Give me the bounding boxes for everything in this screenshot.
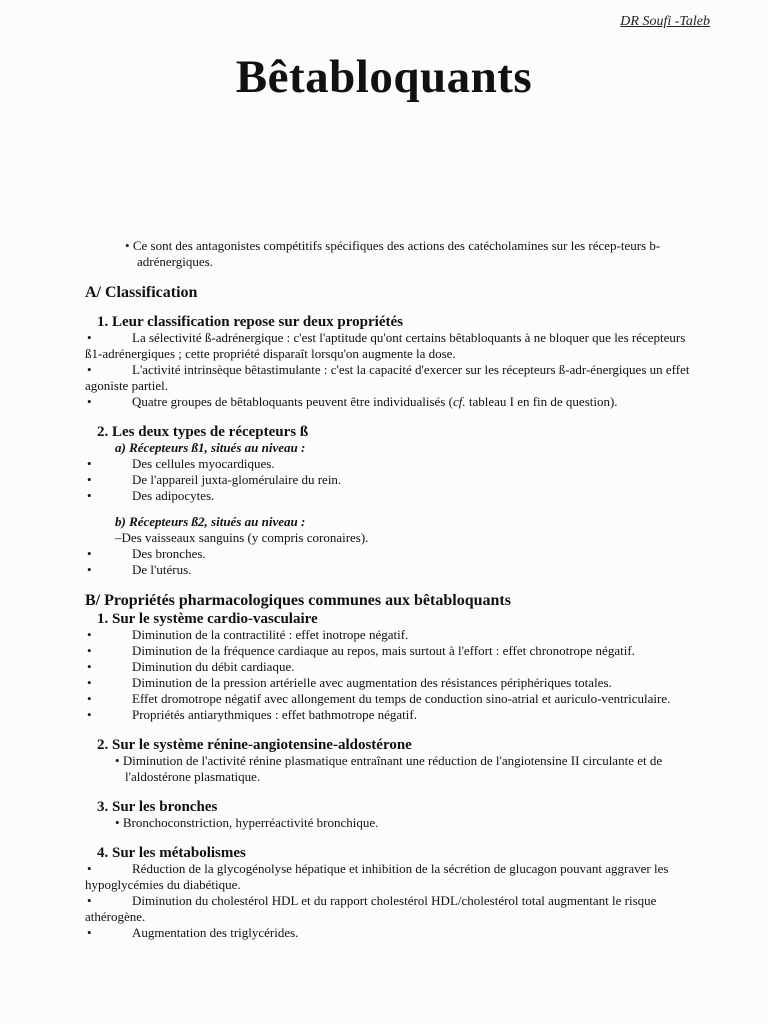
section-b-heading: B/ Propriétés pharmacologiques communes aux bêtabloquants (85, 592, 511, 609)
section-a2-heading: 2. Les deux types de récepteurs ß (97, 424, 309, 440)
list-item: • Des adipocytes. (85, 488, 705, 504)
item-text: Diminution de l'activité rénine plasmatique entraînant une réduction de l'angiotensine II circulante et de l'aldostérone plasmatique. (122, 753, 663, 784)
list-item: • L'activité intrinsèque bêtastimulante : c'est la capacité d'exercer sur les récepteurs ß-adr-énergiques un effet agoniste partiel. (85, 362, 705, 394)
intro-paragraph: • Ce sont des antagonistes compétitifs spécifiques des actions des catécholamines sur les récep-teurs b-adrénergiques. (125, 238, 661, 269)
list-item: • Réduction de la glycogénolyse hépatique et inhibition de la sécrétion de glucagon pouvant aggraver les hypoglycémies du diabétique. (85, 861, 705, 893)
list-item (115, 753, 705, 785)
section-b3-heading: 3. Sur les bronches (97, 799, 218, 815)
list-item: • Diminution de la fréquence cardiaque au repos, mais surtout à l'effort : effet chronotrope négatif. (85, 643, 705, 659)
list-item: • Des bronches. (85, 546, 705, 562)
section-b2-list (85, 753, 705, 785)
section-b1-heading: 1. Sur le système cardio-vasculaire (97, 611, 318, 627)
list-item: • Diminution du débit cardiaque. (85, 659, 705, 675)
receptor-b2-list (85, 546, 705, 578)
section-b3-list (85, 815, 705, 831)
section-b4-heading: 4. Sur les métabolismes (97, 845, 246, 861)
section-a-heading: A/ Classification (85, 284, 198, 301)
list-item: • Diminution de la pression artérielle avec augmentation des résistances périphériques totales. (85, 675, 705, 691)
item-text-before: Quatre groupes de bêtabloquants peuvent être individualisés ( (132, 394, 453, 409)
section-b4-list (85, 861, 705, 941)
list-item: • La sélectivité ß-adrénergique : c'est l'aptitude qu'ont certains bêtabloquants à ne bloquer que les récepteurs ß1-adrénergiques ; cette propriété disparaît lorsqu'on augmente la dose. (85, 330, 705, 362)
list-item: • Propriétés antiarythmiques : effet bathmotrope négatif. (85, 707, 705, 723)
intro-text: Ce sont des antagonistes compétitifs spécifiques des actions des catécholamines sur les récep-teurs b-adrénergiques. (132, 238, 661, 269)
list-item: • Diminution du cholestérol HDL et du rapport cholestérol HDL/cholestérol total augmentant le risque athérogène. (85, 893, 705, 925)
receptor-b1-heading: a) Récepteurs ß1, situés au niveau : (115, 440, 306, 455)
receptor-b2-heading: b) Récepteurs ß2, situés au niveau : (115, 514, 306, 529)
list-item: • Diminution de la contractilité : effet inotrope négatif. (85, 627, 705, 643)
item-text: Bronchoconstriction, hyperréactivité bronchique. (122, 815, 379, 830)
list-item: • Augmentation des triglycérides. (85, 925, 705, 941)
list-item: • De l'appareil juxta-glomérulaire du rein. (85, 472, 705, 488)
document-body (85, 238, 705, 941)
author-name: DR Soufi -Taleb (620, 14, 710, 29)
list-item: • Des cellules myocardiques. (85, 456, 705, 472)
receptor-b2-dash-item: –Des vaisseaux sanguins (y compris coronaires). (115, 530, 369, 545)
page-title: Bêtabloquants (235, 51, 533, 103)
list-item: • Effet dromotrope négatif avec allongement du temps de conduction sino-atrial et auriculo-ventriculaire. (85, 691, 705, 707)
section-a1-list (85, 330, 705, 410)
receptor-b1-list (85, 456, 705, 504)
list-item (85, 394, 705, 410)
cf-abbreviation: cf. (452, 394, 466, 409)
section-b1-list (85, 627, 705, 723)
list-item: • De l'utérus. (85, 562, 705, 578)
list-item (115, 815, 705, 831)
item-text-after: tableau I en fin de question). (465, 394, 618, 409)
section-a1-heading: 1. Leur classification repose sur deux propriétés (97, 314, 403, 330)
section-b2-heading: 2. Sur le système rénine-angiotensine-aldostérone (97, 737, 412, 753)
